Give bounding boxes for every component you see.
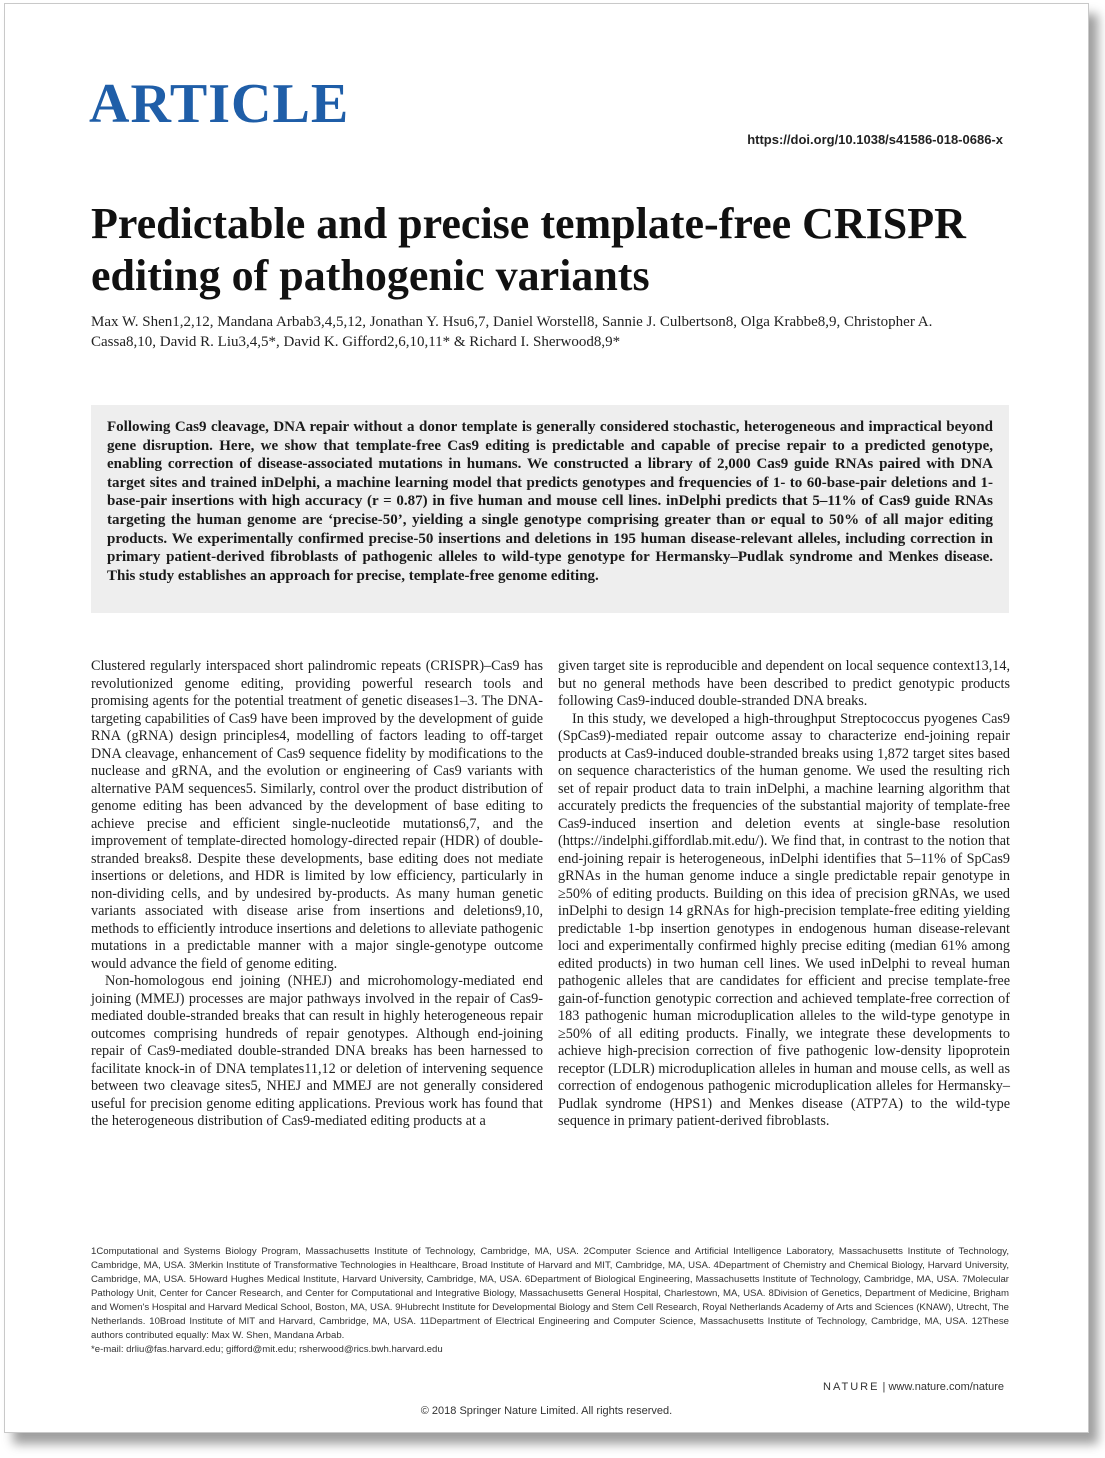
footer-separator: | <box>882 1381 886 1393</box>
journal-url[interactable]: www.nature.com/nature <box>888 1381 1004 1393</box>
correspondence-email[interactable]: *e-mail: drliu@fas.harvard.edu; gifford@mit.edu; rsherwood@rics.bwh.harvard.edu <box>91 1344 443 1355</box>
abstract-box <box>91 405 1009 613</box>
article-type-label: ARTICLE <box>89 73 350 135</box>
author-list: Max W. Shen1,2,12, Mandana Arbab3,4,5,12, Jonathan Y. Hsu6,7, Daniel Worstell8, Sannie J. Culbertson8, Olga Krabbe8,9, Christopher A. Cassa8,10, David R. Liu3,4,5*, David K. Gifford2,6,10,11* & Richard I. Sherwood8,9* <box>91 314 933 350</box>
abstract-text: Following Cas9 cleavage, DNA repair without a donor template is generally considered stochastic, heterogeneous and impractical beyond gene disruption. Here, we show that template-free Cas9 editing is predictable and capable of precise repair to a predicted genotype, enabling correction of disease-associated mutations in humans. We constructed a library of 2,000 Cas9 guide RNAs paired with DNA target sites and trained inDelphi, a machine learning model that predicts genotypes and frequencies of 1- to 60-base-pair deletions and 1-base-pair insertions with high accuracy (r = 0.87) in five human and mouse cell lines. inDelphi predicts that 5–11% of Cas9 guide RNAs targeting the human genome are ‘precise-50’, yielding a single genotype comprising greater than or equal to 50% of all major editing products. We experimentally confirmed precise-50 insertions and deletions in 195 human disease-relevant alleles, including correction in primary patient-derived fibroblasts of pathogenic alleles to wild-type genotype for Hermansky–Pudlak syndrome and Menkes disease. This study establishes an approach for precise, template-free genome editing. <box>107 419 993 584</box>
doi-link[interactable]: https://doi.org/10.1038/s41586-018-0686-x <box>747 132 1003 147</box>
copyright-notice: © 2018 Springer Nature Limited. All rights reserved. <box>420 1405 673 1417</box>
body-column-left <box>91 658 543 1131</box>
article-page <box>4 3 1089 1433</box>
affiliations-footnote <box>91 1245 1009 1357</box>
body-paragraph: Clustered regularly interspaced short palindromic repeats (CRISPR)–Cas9 has revolutionized genome editing, providing powerful research tools and promising agents for the potential treatment of genetic diseases1–3. The DNA-targeting capabilities of Cas9 have been improved by the development of guide RNA (gRNA) design principles4, modelling of factors leading to off-target DNA cleavage, enhancement of Cas9 sequence fidelity by modifications to the nuclease and gRNA, and the evolution or engineering of Cas9 variants with alternative PAM sequences5. Similarly, control over the product distribution of genome editing has been advanced by the development of base editing to achieve precise and efficient single-nucleotide mutations6,7, and the improvement of template-directed homology-directed repair (HDR) of double-stranded breaks8. Despite these developments, base editing does not mediate insertions or deletions, and HDR is limited by low efficiency, particularly in non-dividing cells, and by undesired by-products. As many human genetic variants associated with disease arise from insertions and deletions9,10, methods to efficiently introduce insertions and deletions to alleviate pathogenic mutations in a predictable manner with a major single-genotype outcome would advance the field of genome editing. <box>91 658 543 972</box>
journal-name: NATURE <box>823 1381 880 1393</box>
body-paragraph: Non-homologous end joining (NHEJ) and microhomology-mediated end joining (MMEJ) processes are major pathways involved in the repair of Cas9-mediated double-stranded breaks that can result in highly heterogeneous repair outcomes comprising hundreds of repair genotypes. Although end-joining repair of Cas9-mediated double-stranded DNA breaks has been harnessed to facilitate knock-in of DNA templates11,12 or deletion of intervening sequence between two cleavage sites5, NHEJ and MMEJ are not generally considered useful for precision genome editing applications. Previous work has found that the heterogeneous distribution of Cas9-mediated editing products at a <box>91 973 543 1129</box>
body-paragraph: given target site is reproducible and dependent on local sequence context13,14, but no general methods have been described to predict genotypic products following Cas9-induced double-stranded DNA breaks. <box>558 658 1010 709</box>
body-paragraph: In this study, we developed a high-throughput Streptococcus pyogenes Cas9 (SpCas9)-mediated repair outcome assay to characterize end-joining repair products at Cas9-induced double-stranded breaks using 1,872 target sites based on sequence characteristics of the human genome. We used the resulting rich set of repair product data to train inDelphi, a machine learning algorithm that accurately predicts the frequencies of the substantial majority of template-free Cas9-induced insertion and deletion events at single-base resolution (https://indelphi.giffordlab.mit.edu/). We find that, in contrast to the notion that end-joining repair is heterogeneous, inDelphi identifies that 5–11% of SpCas9 gRNAs in the human genome induce a single predictable repair genotype in ≥50% of editing products. Building on this idea of precision gRNAs, we used inDelphi to design 14 gRNAs for high-precision template-free editing yielding predictable 1-bp insertion genotypes in endogenous human disease-relevant loci and experimentally confirmed highly precise editing (median 61% among edited products) in two human cell lines. We used inDelphi to reveal human pathogenic alleles that are candidates for efficient and precise template-free gain-of-function genotypic correction and achieved template-free correction of 183 pathogenic human microduplication alleles to the wild-type genotype in ≥50% of all editing products. Finally, we integrate these developments to achieve high-precision correction of five pathogenic low-density lipoprotein receptor (LDLR) microduplication alleles in human and mouse cells, as well as correction of endogenous pathogenic microduplication alleles for Hermansky–Pudlak syndrome (HPS1) and Menkes disease (ATP7A) to the wild-type sequence in primary patient-derived fibroblasts. <box>558 710 1010 1129</box>
body-column-right <box>558 658 1010 1131</box>
journal-footer <box>823 1381 1004 1393</box>
affiliations-text: 1Computational and Systems Biology Program, Massachusetts Institute of Technology, Cambridge, MA, USA. 2Computer Science and Artificial Intelligence Laboratory, Massachusetts Institute of Technology, Cambridge, MA, USA. 3Merkin Institute of Transformative Technologies in Healthcare, Broad Institute of Harvard and MIT, Cambridge, MA, USA. 4Department of Chemistry and Chemical Biology, Harvard University, Cambridge, MA, USA. 5Howard Hughes Medical Institute, Harvard University, Cambridge, MA, USA. 6Department of Biological Engineering, Massachusetts Institute of Technology, Cambridge, MA, USA. 7Molecular Pathology Unit, Center for Cancer Research, and Center for Computational and Integrative Biology, Massachusetts General Hospital, Charlestown, MA, USA. 8Division of Genetics, Department of Medicine, Brigham and Women's Hospital and Harvard Medical School, Boston, MA, USA. 9Hubrecht Institute for Developmental Biology and Stem Cell Research, Royal Netherlands Academy of Arts and Sciences (KNAW), Utrecht, The Netherlands. 10Broad Institute of MIT and Harvard, Cambridge, MA, USA. 11Department of Electrical Engineering and Computer Science, Massachusetts Institute of Technology, Cambridge, MA, USA. 12These authors contributed equally: Max W. Shen, Mandana Arbab. <box>91 1246 1009 1341</box>
article-title: Predictable and precise template-free CRISPR editing of pathogenic variants <box>91 199 966 300</box>
